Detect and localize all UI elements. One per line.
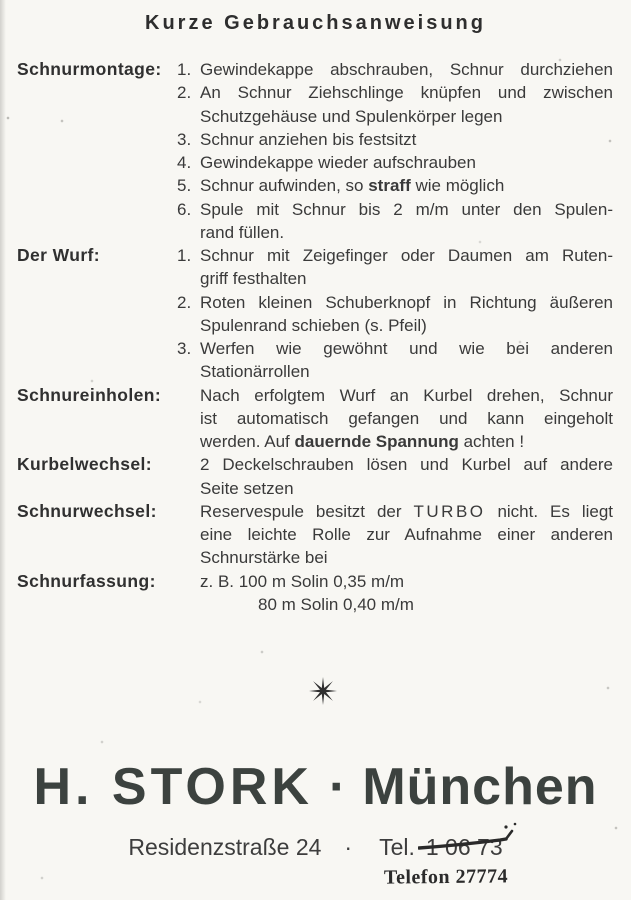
instruction-text — [200, 244, 613, 267]
instruction-row — [17, 453, 613, 476]
instruction-row — [17, 337, 613, 360]
company-separator-dot: · — [328, 758, 347, 816]
section-label — [17, 407, 177, 430]
page-title: Kurze Gebrauchsanweisung — [145, 12, 486, 34]
text-segment: Schnur aufwinden, so — [200, 176, 369, 196]
new-phone-stamp: Telefon 27774 — [383, 865, 509, 889]
section-label — [17, 314, 177, 337]
text-segment: Stationärrollen — [200, 362, 310, 382]
text-segment: straff — [368, 176, 411, 196]
item-number: 3. — [177, 339, 192, 358]
section-label — [17, 337, 177, 360]
text-segment: Nach erfolgtem Wurf an Kurbel drehen, Schnur — [200, 385, 613, 405]
instruction-row — [17, 105, 613, 128]
instruction-text — [200, 407, 613, 430]
instruction-text — [200, 477, 613, 500]
section-label: Der Wurf: — [17, 245, 100, 265]
address-separator-dot: · — [344, 834, 353, 860]
street-address: Residenzstraße 24 — [128, 834, 322, 860]
item-number: 1. — [177, 60, 192, 79]
instruction-text — [200, 523, 613, 546]
instruction-row — [17, 430, 613, 453]
instruction-text — [200, 570, 613, 593]
section-label — [17, 174, 177, 197]
instruction-row — [17, 523, 613, 546]
item-number: 4. — [177, 153, 192, 172]
instruction-row — [17, 174, 613, 197]
item-number — [177, 523, 200, 546]
text-segment: TURBO — [413, 501, 486, 521]
instruction-text — [200, 593, 613, 616]
instruction-row — [17, 58, 613, 81]
item-number: 5. — [177, 176, 192, 196]
text-segment: rand füllen. — [200, 222, 285, 242]
item-number — [177, 546, 200, 569]
instruction-text — [200, 128, 613, 151]
instruction-text — [200, 360, 613, 383]
section-label: Kurbelwechsel: — [17, 454, 152, 475]
item-number — [177, 360, 200, 383]
instruction-row — [17, 500, 613, 523]
text-segment: Roten kleinen Schuberknopf in Richtung äußeren — [200, 292, 613, 312]
item-number — [177, 314, 200, 337]
text-segment: Spulenrand schieben (s. Pfeil) — [200, 315, 427, 335]
item-number — [177, 267, 200, 290]
text-segment: eine leichte Rolle zur Aufnahme einer anderen — [200, 525, 613, 544]
instruction-text — [200, 337, 613, 360]
text-segment: Gewindekappe abschrauben, Schnur durchziehen — [200, 60, 613, 79]
section-label — [17, 105, 177, 128]
instruction-row — [17, 593, 613, 616]
instruction-row — [17, 570, 613, 593]
instruction-row — [17, 267, 613, 290]
text-segment: z. B. 100 m Solin 0,35 m/m — [200, 571, 405, 591]
company-line — [0, 758, 631, 816]
item-number: 3. — [177, 129, 192, 149]
item-number: 1. — [177, 246, 192, 265]
item-number — [177, 500, 200, 523]
instruction-row — [17, 81, 613, 104]
instruction-text — [200, 500, 613, 523]
text-segment: Schnur anziehen bis festsitzt — [200, 129, 417, 149]
instruction-text — [200, 453, 613, 476]
instruction-row — [17, 128, 613, 151]
section-label — [17, 360, 177, 383]
address-line — [0, 834, 631, 861]
instruction-row — [17, 244, 613, 267]
telephone-label: Tel. — [379, 834, 415, 860]
text-segment: Gewindekappe wieder aufschrauben — [200, 153, 476, 172]
instruction-row — [17, 384, 613, 407]
instruction-text — [200, 105, 613, 128]
text-segment: dauernde Spannung — [294, 432, 459, 451]
section-label — [17, 267, 177, 290]
text-segment: Seite setzen — [200, 478, 294, 498]
section-label — [17, 291, 177, 314]
text-segment: An Schnur Ziehschlinge knüpfen und zwischen — [200, 83, 613, 103]
company-name: H. STORK — [33, 758, 313, 816]
text-segment: achten ! — [458, 432, 525, 451]
instruction-row — [17, 314, 613, 337]
text-segment: Reservespule besitzt der — [200, 501, 414, 521]
instruction-row — [17, 291, 613, 314]
item-number — [177, 430, 200, 453]
instruction-row — [17, 198, 613, 221]
asterisk-star-icon — [308, 676, 338, 706]
instruction-row — [17, 546, 613, 569]
instruction-row — [17, 477, 613, 500]
instruction-row — [17, 151, 613, 174]
section-label: Schnureinholen: — [17, 384, 162, 405]
company-city: München — [362, 758, 598, 816]
text-segment: 2 Deckelschrauben lösen und Kurbel auf andere — [200, 455, 613, 475]
item-number — [177, 477, 200, 500]
section-label — [17, 430, 177, 453]
instruction-row — [17, 360, 613, 383]
item-number — [177, 407, 200, 430]
item-number — [177, 570, 200, 593]
text-segment: griff festhalten — [200, 269, 307, 289]
item-number: 6. — [177, 199, 192, 219]
section-label — [17, 523, 177, 546]
text-segment: ist automatisch gefangen und kann eingeholt — [200, 408, 613, 428]
instruction-text — [200, 81, 613, 104]
section-label — [17, 81, 177, 104]
old-phone-number-struck — [426, 834, 503, 861]
section-label — [17, 198, 177, 221]
item-number — [177, 593, 200, 616]
instruction-text — [200, 267, 613, 290]
section-label: Schnurmontage: — [17, 59, 162, 79]
text-segment: Schutzgehäuse und Spulenkörper legen — [200, 106, 503, 126]
text-segment: Schnur mit Zeigefinger oder Daumen am Ruten- — [200, 246, 613, 265]
text-segment: Spule mit Schnur bis 2 m/m unter den Spulen- — [200, 199, 613, 219]
text-segment: wie möglich — [410, 176, 505, 196]
instruction-row — [17, 407, 613, 430]
section-label — [17, 477, 177, 500]
instruction-text — [200, 430, 613, 453]
instruction-row — [17, 221, 613, 244]
section-label — [17, 221, 177, 244]
item-number — [177, 384, 200, 407]
instruction-text — [200, 384, 613, 407]
item-number: 2. — [177, 292, 192, 312]
item-number — [177, 221, 200, 244]
instruction-text — [200, 174, 613, 197]
text-segment: werden. Auf — [200, 432, 295, 451]
text-segment: Werfen wie gewöhnt und wie bei anderen — [200, 339, 613, 358]
old-phone-number: 1 06 73 — [425, 834, 503, 860]
section-label — [17, 593, 177, 616]
instruction-text — [200, 314, 613, 337]
instruction-text — [200, 291, 613, 314]
item-number: 2. — [177, 83, 192, 103]
item-number — [177, 453, 200, 476]
instruction-text — [200, 546, 613, 569]
instruction-text — [200, 151, 613, 174]
text-segment: 80 m Solin 0,40 m/m — [258, 594, 414, 614]
text-segment: Schnurstärke bei — [200, 548, 328, 568]
section-label: Schnurfassung: — [17, 570, 156, 591]
section-label — [17, 151, 177, 174]
section-label: Schnurwechsel: — [17, 500, 157, 521]
text-segment: nicht. Es liegt — [485, 501, 613, 521]
section-label — [17, 546, 177, 569]
instruction-text — [200, 58, 613, 81]
instruction-list — [17, 58, 613, 616]
instruction-text — [200, 221, 613, 244]
item-number — [177, 105, 200, 128]
instruction-text — [200, 198, 613, 221]
section-label — [17, 128, 177, 151]
